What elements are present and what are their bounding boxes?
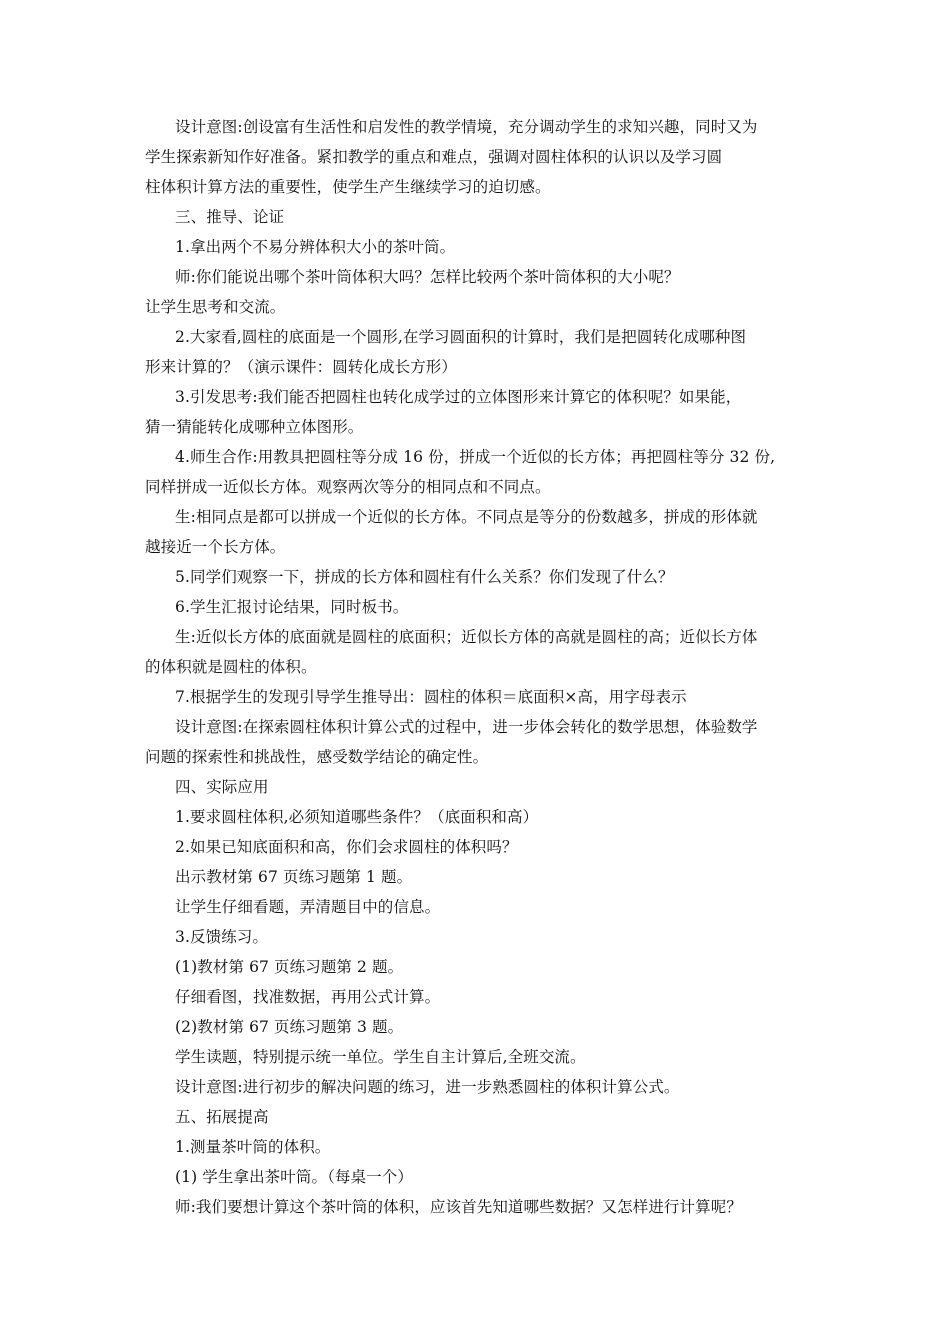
paragraph-line: 4.师生合作:用教具把圆柱等分成 16 份，拼成一个近似的长方体；再把圆柱等分 32 份, [175,448,776,466]
paragraph-line: 柱体积计算方法的重要性，使学生产生继续学习的迫切感。 [145,178,551,196]
paragraph-line: 学生探索新知作好准备。紧扣教学的重点和难点，强调对圆柱体积的认识以及学习圆 [145,148,723,166]
paragraph-line: 设计意图:创设富有生活性和启发性的教学情境，充分调动学生的求知兴趣，同时又为 [175,118,758,136]
paragraph-line: 同样拼成一近似长方体。观察两次等分的相同点和不同点。 [145,478,551,496]
paragraph-line: 5.同学们观察一下，拼成的长方体和圆柱有什么关系？你们发现了什么？ [175,568,674,586]
paragraph-line: (2)教材第 67 页练习题第 3 题。 [175,1018,404,1036]
section-heading: 四、实际应用 [175,778,269,796]
paragraph-line: 仔细看图，找准数据，再用公式计算。 [175,988,441,1006]
paragraph-line: 让学生仔细看题，弄清题目中的信息。 [175,898,441,916]
paragraph-line: 3.反馈练习。 [175,928,268,946]
paragraph-line: 师:我们要想计算这个茶叶筒的体积，应该首先知道哪些数据？又怎样进行计算呢？ [175,1198,742,1216]
paragraph-line: 生:近似长方体的底面就是圆柱的底面积；近似长方体的高就是圆柱的高；近似长方体 [175,628,758,646]
paragraph-line: 2.大家看,圆柱的底面是一个圆形,在学习圆面积的计算时，我们是把圆转化成哪种图 [175,328,747,346]
paragraph-line: 师:你们能说出哪个茶叶筒体积大吗？怎样比较两个茶叶筒体积的大小呢？ [175,268,680,286]
paragraph-line: (1)教材第 67 页练习题第 2 题。 [175,958,404,976]
paragraph-line: 6.学生汇报讨论结果，同时板书。 [175,598,409,616]
paragraph-line: 1.测量茶叶筒的体积。 [175,1138,331,1156]
paragraph-line: 生:相同点是都可以拼成一个近似的长方体。不同点是等分的份数越多，拼成的形体就 [175,508,758,526]
paragraph-line: 形来计算的？（演示课件：圆转化成长方形） [145,358,458,376]
paragraph-line: 出示教材第 67 页练习题第 1 题。 [175,868,413,886]
paragraph-line: 设计意图:在探索圆柱体积计算公式的过程中，进一步体会转化的数学思想，体验数学 [175,718,758,736]
paragraph-line: 的体积就是圆柱的体积。 [145,658,317,676]
paragraph-line: 设计意图:进行初步的解决问题的练习，进一步熟悉圆柱的体积计算公式。 [175,1078,680,1096]
section-heading: 五、拓展提高 [175,1108,269,1126]
paragraph-line: 7.根据学生的发现引导学生推导出：圆柱的体积＝底面积×高，用字母表示 [175,688,687,706]
paragraph-line: 越接近一个长方体。 [145,538,286,556]
paragraph-line: 2.如果已知底面积和高，你们会求圆柱的体积吗？ [175,838,518,856]
paragraph-line: 1.拿出两个不易分辨体积大小的茶叶筒。 [175,238,456,256]
paragraph-line: (1) 学生拿出茶叶筒。（每桌一个） [175,1168,413,1186]
paragraph-line: 让学生思考和交流。 [145,298,286,316]
paragraph-line: 1.要求圆柱体积,必须知道哪些条件？（底面积和高） [175,808,539,826]
paragraph-line: 问题的探索性和挑战性，感受数学结论的确定性。 [145,748,489,766]
paragraph-line: 3.引发思考:我们能否把圆柱也转化成学过的立体图形来计算它的体积呢？如果能， [175,388,742,406]
section-heading: 三、推导、论证 [175,208,285,226]
paragraph-line: 学生读题，特别提示统一单位。学生自主计算后,全班交流。 [175,1048,586,1066]
paragraph-line: 猜一猜能转化成哪种立体图形。 [145,418,364,436]
